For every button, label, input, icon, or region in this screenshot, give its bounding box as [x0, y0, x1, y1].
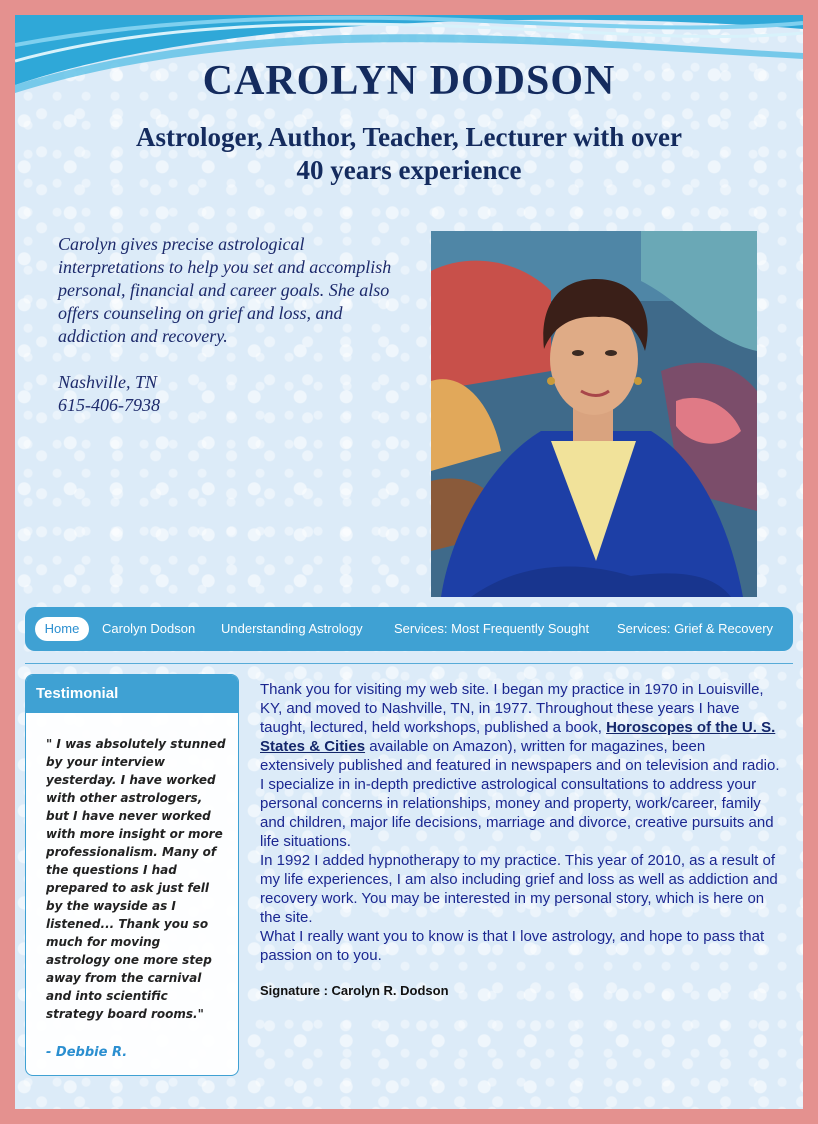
main-content	[260, 680, 780, 1000]
main-paragraph-intro	[260, 680, 780, 775]
intro-text: Carolyn gives precise astrological interpretations to help you set and accomplish personal, financial and career goals. She also offers counseling on grief and loss, and addiction and recovery.	[58, 234, 392, 346]
intro-section	[58, 233, 408, 417]
intro-before-link: Thank you for visiting my web site. I began my practice in 1970 in Louisville, KY, and moved to Nashville, TN, in 1977. Throughout these years I have taught, lectured, held workshops, published a book,	[260, 681, 764, 736]
intro-phone: 615-406-7938	[58, 395, 160, 415]
main-paragraph-passion: What I really want you to know is that I love astrology, and hope to pass that passion on to you.	[260, 928, 765, 964]
main-navigation	[25, 607, 793, 651]
portrait-photo	[431, 231, 757, 597]
nav-understanding-astrology[interactable]: Understanding Astrology	[221, 621, 363, 636]
book-link[interactable]: Horoscopes of the U. S. States & Cities	[260, 719, 776, 755]
main-paragraph-specialties: I specialize in in-depth predictive astrological consultations to address your personal concerns in relationships, money and property, work/career, family and children, major life decisions, marriage and divorce, creative pursuits and life situations.	[260, 776, 774, 850]
testimonial-author: - Debbie R.	[46, 1045, 128, 1060]
testimonial-quote: " I was absolutely stunned by your interview yesterday. I have worked with other astrologers, but I have never worked with more insight or more professionalism. Many of the questions I had prepared to ask just fell by the wayside as I listened... Thank you so much for moving astrology one more step away from the carnival and into scientific strategy board rooms."	[46, 737, 226, 1021]
testimonial-heading: Testimonial	[26, 675, 238, 713]
site-subtitle: Astrologer, Author, Teacher, Lecturer with over 40 years experience	[136, 122, 682, 185]
nav-divider	[25, 663, 793, 664]
site-title: CAROLYN DODSON	[202, 58, 616, 104]
nav-home[interactable]: Home	[35, 617, 89, 641]
nav-carolyn-dodson[interactable]: Carolyn Dodson	[102, 621, 196, 636]
main-paragraph-hypnotherapy: In 1992 I added hypnotherapy to my practice. This year of 2010, as a result of my life experiences, I am also including grief and loss as well as addiction and recovery work. You may be interested in my personal story, which is here on the site.	[260, 852, 778, 926]
intro-after-link: available on Amazon), written for magazines, been extensively published and featured in newspapers and on television and radio.	[260, 738, 780, 774]
testimonial-box	[25, 674, 239, 1076]
nav-services-grief-recovery[interactable]: Services: Grief & Recovery	[617, 621, 774, 636]
intro-city: Nashville, TN	[58, 372, 158, 392]
signature: Signature : Carolyn R. Dodson	[260, 983, 449, 998]
page-container	[15, 15, 803, 1109]
nav-services-most-frequently-sought[interactable]: Services: Most Frequently Sought	[394, 621, 590, 636]
